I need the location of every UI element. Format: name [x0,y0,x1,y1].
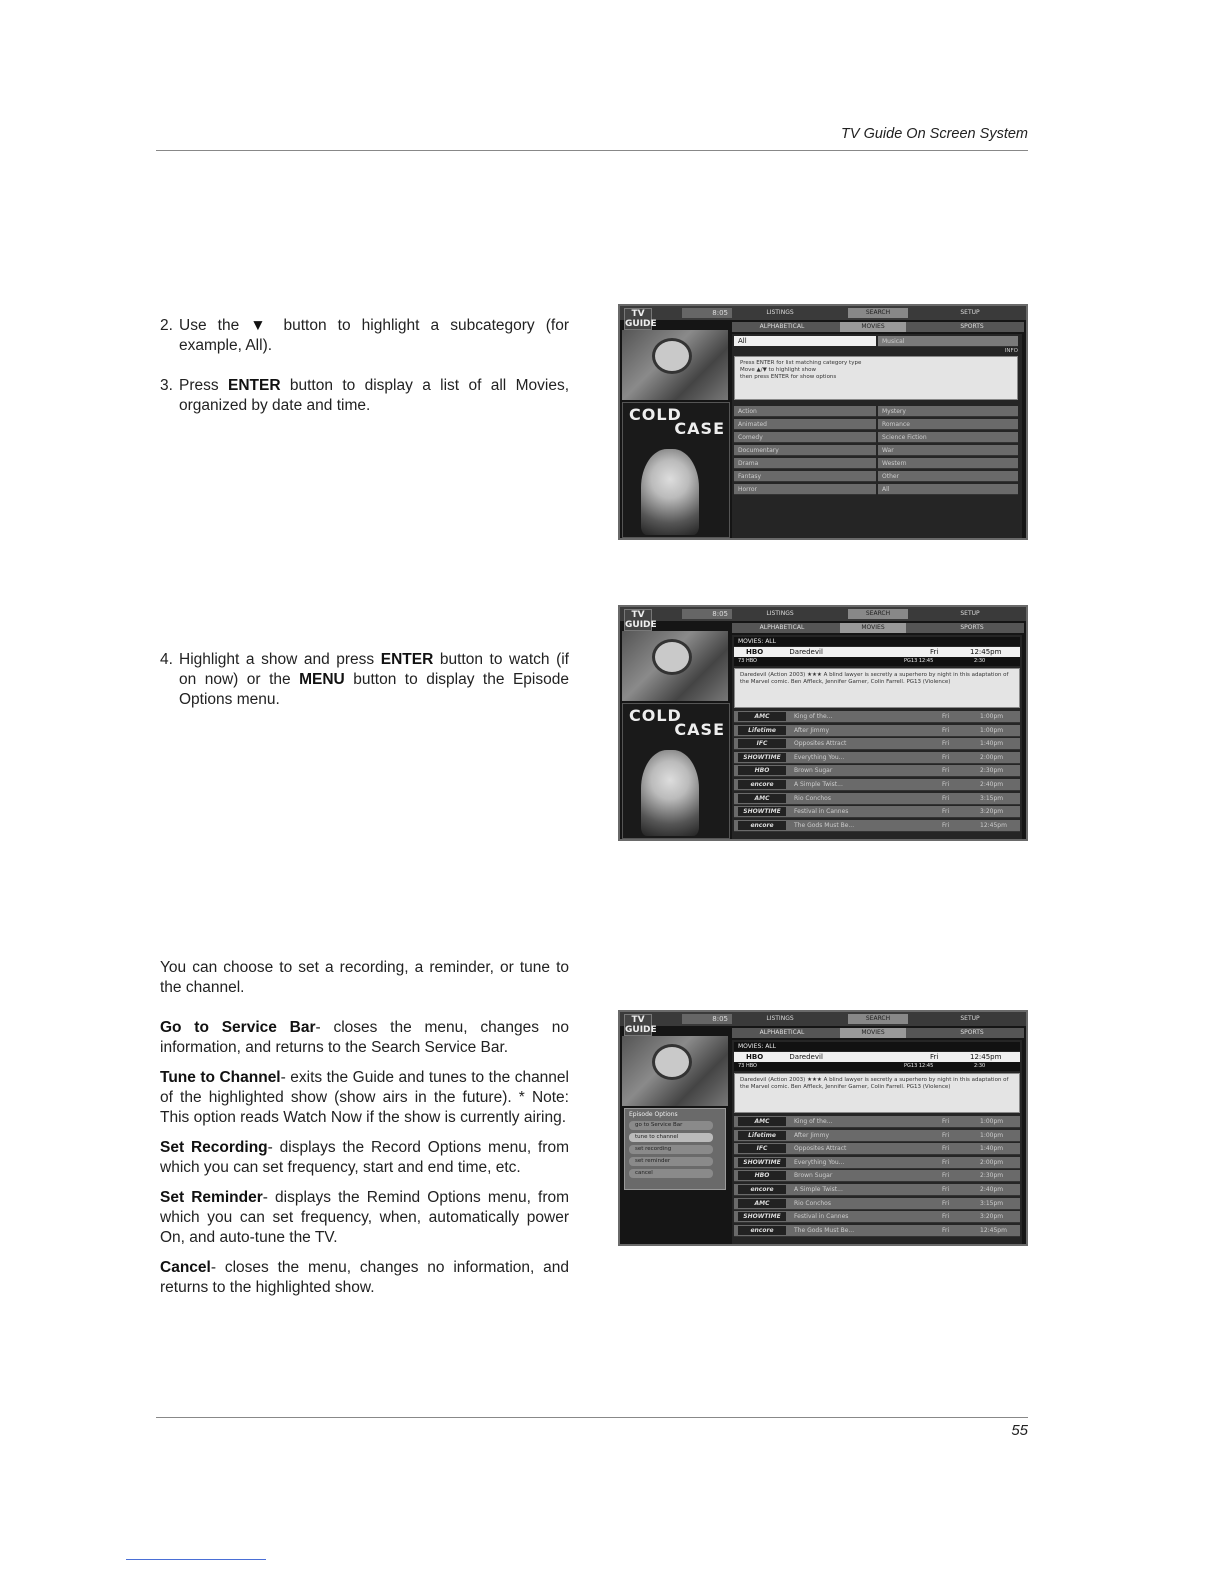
show-time: 1:00pm [980,1118,1004,1125]
channel-logo: AMC [738,794,786,803]
listing-row[interactable] [734,1116,1020,1128]
option-cancel: Cancel- closes the menu, changes no information, and returns to the highlighted show. [160,1259,569,1296]
show-time: 1:00pm [980,726,1004,734]
highlighted-show-row[interactable] [734,647,1020,657]
show-title: Rio Conchos [794,1199,831,1207]
channel-logo: HBO [746,1053,764,1061]
channel-logo: SHOWTIME [738,807,786,816]
channel-logo: SHOWTIME [738,753,786,762]
channel-logo: encore [738,1185,786,1194]
show-day: Fri [942,1131,950,1139]
show-time: 2:30pm [980,767,1004,775]
option-tune-to-channel: Tune to Channel- exits the Guide and tunes to the channel of the highlighted show (show airs in the future). * Note: This option reads Watch Now if the show is currently airing. [160,1069,569,1126]
show-day: Fri [942,1199,950,1207]
poster-title-line-1: COLD [629,706,682,725]
page-header-title: TV Guide On Screen System [841,126,1028,142]
footer-link-underline [126,1559,266,1560]
show-title: After Jimmy [794,1131,829,1139]
show-day: Fri [942,1213,950,1221]
step-text: Use the ▼ button to highlight a subcategory (for example, All). [179,317,569,354]
step-number: 2. [160,317,173,334]
show-title: A Simple Twist... [794,1186,843,1193]
show-title: Opposites Attract [794,1145,847,1153]
show-title: After Jimmy [794,726,829,734]
poster-title-line-2: CASE [674,720,725,739]
football-player-image [652,1044,692,1080]
show-title: The Gods Must Be... [794,821,855,829]
category-item[interactable]: Romance [878,419,1018,430]
tab-setup[interactable]: SETUP [960,610,980,617]
channel-logo: encore [738,1226,786,1235]
listing-row[interactable] [734,1157,1020,1169]
page-number: 55 [1011,1422,1028,1439]
option-set-recording: Set Recording- displays the Record Options menu, from which you can set frequency, start and end time, etc. [160,1139,569,1176]
show-day: Fri [942,1118,950,1125]
category-item[interactable]: Fantasy [734,471,876,482]
channel-logo: IFC [738,1144,786,1153]
channel-logo: Lifetime [738,1131,786,1140]
show-day: Fri [942,1186,950,1193]
end-time: 2:30 [974,658,986,664]
tv-guide-logo: TV GUIDE [625,309,657,329]
step-number: 4. [160,651,173,668]
show-title: Festival in Cannes [794,808,849,816]
show-title: Daredevil [789,648,823,656]
tab-search[interactable]: SEARCH [848,1014,908,1024]
clock: 8:05 [682,308,732,318]
football-player-image [652,639,692,675]
listing-row[interactable] [734,1170,1020,1182]
show-day: Fri [942,781,950,788]
listing-row[interactable] [734,1184,1020,1196]
listing-row[interactable] [734,725,1020,737]
show-time: 3:20pm [980,1213,1004,1221]
steps-block-2 [160,650,569,710]
subtab-alphabetical[interactable]: ALPHABETICAL [759,624,805,631]
subtab-sports[interactable]: SPORTS [960,1029,984,1036]
tv-guide-logo: TV GUIDE [625,610,657,630]
selected-category-all[interactable]: All [734,336,876,346]
tab-listings[interactable]: LISTINGS [766,309,794,316]
end-time: 2:30 [974,1063,986,1069]
subtab-alphabetical[interactable]: ALPHABETICAL [759,323,805,330]
help-text-box: Press ENTER for list matching category type Move ▲/▼ to highlight show then press ENTER for show options [734,356,1018,400]
step-3 [160,376,569,416]
show-time: 1:00pm [980,713,1004,720]
clock: 8:05 [682,1014,732,1024]
channel-logo: AMC [738,1199,786,1208]
menu-item-set-recording[interactable]: set recording [629,1145,713,1154]
poster-portrait-image [641,750,699,836]
show-description: Daredevil (Action 2003) ★★★ A blind lawyer is secretly a superhero by night in this adaptation of the Marvel comic. Ben Affleck, Jennifer Garner, Colin Farrell. PG13 (Violence) [734,668,1020,708]
show-day: Fri [942,808,950,816]
show-title: Daredevil [789,1053,823,1061]
sub-menu-bar [732,322,1024,332]
info-label: INFO [1004,348,1018,354]
step-4 [160,650,569,710]
tv-guide-logo: TV GUIDE [625,1015,657,1035]
show-title: Rio Conchos [794,794,831,802]
show-sub-info [734,657,1020,666]
category-item[interactable]: War [878,445,1018,456]
cold-case-poster[interactable] [622,402,730,538]
show-time: 2:40pm [980,781,1004,788]
tv-guide-screenshot-listing [618,605,1028,841]
promo-photo [622,631,728,701]
listing-row[interactable] [734,765,1020,777]
option-set-reminder: Set Reminder- displays the Remind Options menu, from which you can set frequency, when, automatically power On, and auto-tune the TV. [160,1189,570,1246]
subtab-movies[interactable]: MOVIES [840,322,906,332]
top-menu-bar [620,607,1026,621]
episode-options-title: Episode Options [629,1111,678,1118]
sub-menu-bar [732,1028,1024,1038]
poster-title-line-2: CASE [674,419,725,438]
show-day: Fri [942,1158,950,1166]
show-title: Brown Sugar [794,1172,833,1180]
category-item[interactable]: Science Fiction [878,432,1018,443]
show-time: 12:45pm [970,1053,1002,1061]
intro-paragraph: You can choose to set a recording, a reminder, or tune to the channel. [160,959,569,996]
clock: 8:05 [682,609,732,619]
tv-guide-screenshot-episode-options [618,1010,1028,1246]
episode-options-menu [624,1108,726,1190]
subtab-sports[interactable]: SPORTS [960,624,984,631]
category-item[interactable]: Animated [734,419,876,430]
channel-logo: HBO [738,1171,786,1180]
show-day: Fri [942,726,950,734]
show-time: 3:15pm [980,794,1004,802]
rating-start: PG13 12:45 [904,1063,934,1069]
subtab-movies[interactable]: MOVIES [840,1028,906,1038]
channel-logo: HBO [738,766,786,775]
show-time: 12:45pm [980,821,1007,829]
category-item[interactable]: Mystery [878,406,1018,417]
show-day: Fri [942,1172,950,1180]
channel-logo: IFC [738,739,786,748]
show-time: 3:20pm [980,808,1004,816]
listing-row[interactable] [734,793,1020,805]
promo-photo [622,330,728,400]
show-title: A Simple Twist... [794,781,843,788]
show-day: Fri [942,740,950,748]
show-time: 1:00pm [980,1131,1004,1139]
category-item[interactable]: Action [734,406,876,417]
channel-logo: AMC [738,712,786,721]
channel-logo: encore [738,821,786,830]
promo-photo [622,1036,728,1106]
show-title: Festival in Cannes [794,1213,849,1221]
step-text: Press ENTER button to display a list of all Movies, organized by date and time. [179,377,569,414]
show-time: 2:00pm [980,753,1004,761]
show-day: Fri [942,821,950,829]
show-day: Fri [942,794,950,802]
show-time: 2:00pm [980,1158,1004,1166]
listing-row[interactable] [734,820,1020,832]
highlighted-show-row[interactable] [734,1052,1020,1062]
show-time: 12:45pm [970,648,1002,656]
menu-item-cancel[interactable]: cancel [629,1169,713,1178]
show-title: The Gods Must Be... [794,1226,855,1234]
show-day: Fri [942,713,950,720]
show-title: Brown Sugar [794,767,833,775]
sub-menu-bar [732,623,1024,633]
show-time: 12:45pm [980,1226,1007,1234]
category-item[interactable]: Documentary [734,445,876,456]
show-title: King of the... [794,713,833,720]
show-day: Fri [942,767,950,775]
show-title: Everything You... [794,1158,845,1166]
cold-case-poster[interactable] [622,703,730,839]
tab-listings[interactable]: LISTINGS [766,1015,794,1022]
category-musical[interactable]: Musical [878,336,1018,347]
listing-row[interactable] [734,806,1020,818]
tv-guide-screenshot-categories [618,304,1028,540]
show-sub-info [734,1062,1020,1071]
steps-block-1 [160,316,569,416]
channel-logo: SHOWTIME [738,1212,786,1221]
listing-panel [732,635,1022,839]
menu-item-tune-to-channel[interactable]: tune to channel [629,1133,713,1142]
listing-row[interactable] [734,1198,1020,1210]
tab-setup[interactable]: SETUP [960,1015,980,1022]
top-menu-bar [620,1012,1026,1026]
header-rule [156,150,1028,151]
menu-item-set-reminder[interactable]: set reminder [629,1157,713,1166]
top-menu-bar [620,306,1026,320]
poster-title-line-1: COLD [629,405,682,424]
show-time: 1:40pm [980,740,1004,748]
show-day: Fri [942,753,950,761]
channel-logo: Lifetime [738,726,786,735]
poster-portrait-image [641,449,699,535]
footer-rule [156,1417,1028,1418]
listing-row[interactable] [734,1211,1020,1223]
channel-logo: AMC [738,1117,786,1126]
show-day: Fri [930,648,939,656]
menu-item-go-to-service-bar[interactable]: go to Service Bar [629,1121,713,1130]
category-panel [732,334,1022,538]
category-item[interactable]: Other [878,471,1018,482]
football-player-image [652,338,692,374]
show-day: Fri [930,1053,939,1061]
category-item[interactable]: Horror [734,484,876,495]
subtab-sports[interactable]: SPORTS [960,323,984,330]
channel-logo: encore [738,780,786,789]
step-2 [160,316,569,356]
step-text: Highlight a show and press ENTER button to watch (if on now) or the MENU button to display the Episode Options menu. [179,651,569,708]
rating-start: PG13 12:45 [904,658,934,664]
listing-header: MOVIES: ALL [734,1042,1020,1051]
show-time: 1:40pm [980,1145,1004,1153]
category-item[interactable]: Drama [734,458,876,469]
channel-number: 73 HBO [738,1063,757,1069]
show-title: Everything You... [794,753,845,761]
category-item[interactable]: All [878,484,1018,495]
category-item[interactable]: Comedy [734,432,876,443]
listing-row[interactable] [734,779,1020,791]
listing-row[interactable] [734,752,1020,764]
category-item[interactable]: Western [878,458,1018,469]
show-day: Fri [942,1145,950,1153]
tab-search[interactable]: SEARCH [848,609,908,619]
tab-setup[interactable]: SETUP [960,309,980,316]
tab-search[interactable]: SEARCH [848,308,908,318]
show-description: Daredevil (Action 2003) ★★★ A blind lawyer is secretly a superhero by night in this adaptation of the Marvel comic. Ben Affleck, Jennifer Garner, Colin Farrell. PG13 (Violence) [734,1073,1020,1113]
channel-logo: SHOWTIME [738,1158,786,1167]
tab-listings[interactable]: LISTINGS [766,610,794,617]
listing-row[interactable] [734,1143,1020,1155]
subtab-movies[interactable]: MOVIES [840,623,906,633]
listing-header: MOVIES: ALL [734,637,1020,646]
subtab-alphabetical[interactable]: ALPHABETICAL [759,1029,805,1036]
show-time: 2:40pm [980,1186,1004,1193]
listing-panel [732,1040,1022,1244]
step-number: 3. [160,377,173,394]
option-go-to-service-bar: Go to Service Bar- closes the menu, changes no information, and returns to the Search Service Bar. [160,1019,569,1056]
show-title: Opposites Attract [794,740,847,748]
listing-row[interactable] [734,711,1020,723]
options-block [160,958,569,1298]
listing-row[interactable] [734,738,1020,750]
show-time: 2:30pm [980,1172,1004,1180]
channel-logo: HBO [746,648,764,656]
show-title: King of the... [794,1118,833,1125]
channel-number: 73 HBO [738,658,757,664]
show-time: 3:15pm [980,1199,1004,1207]
show-day: Fri [942,1226,950,1234]
listing-row[interactable] [734,1225,1020,1237]
listing-row[interactable] [734,1130,1020,1142]
